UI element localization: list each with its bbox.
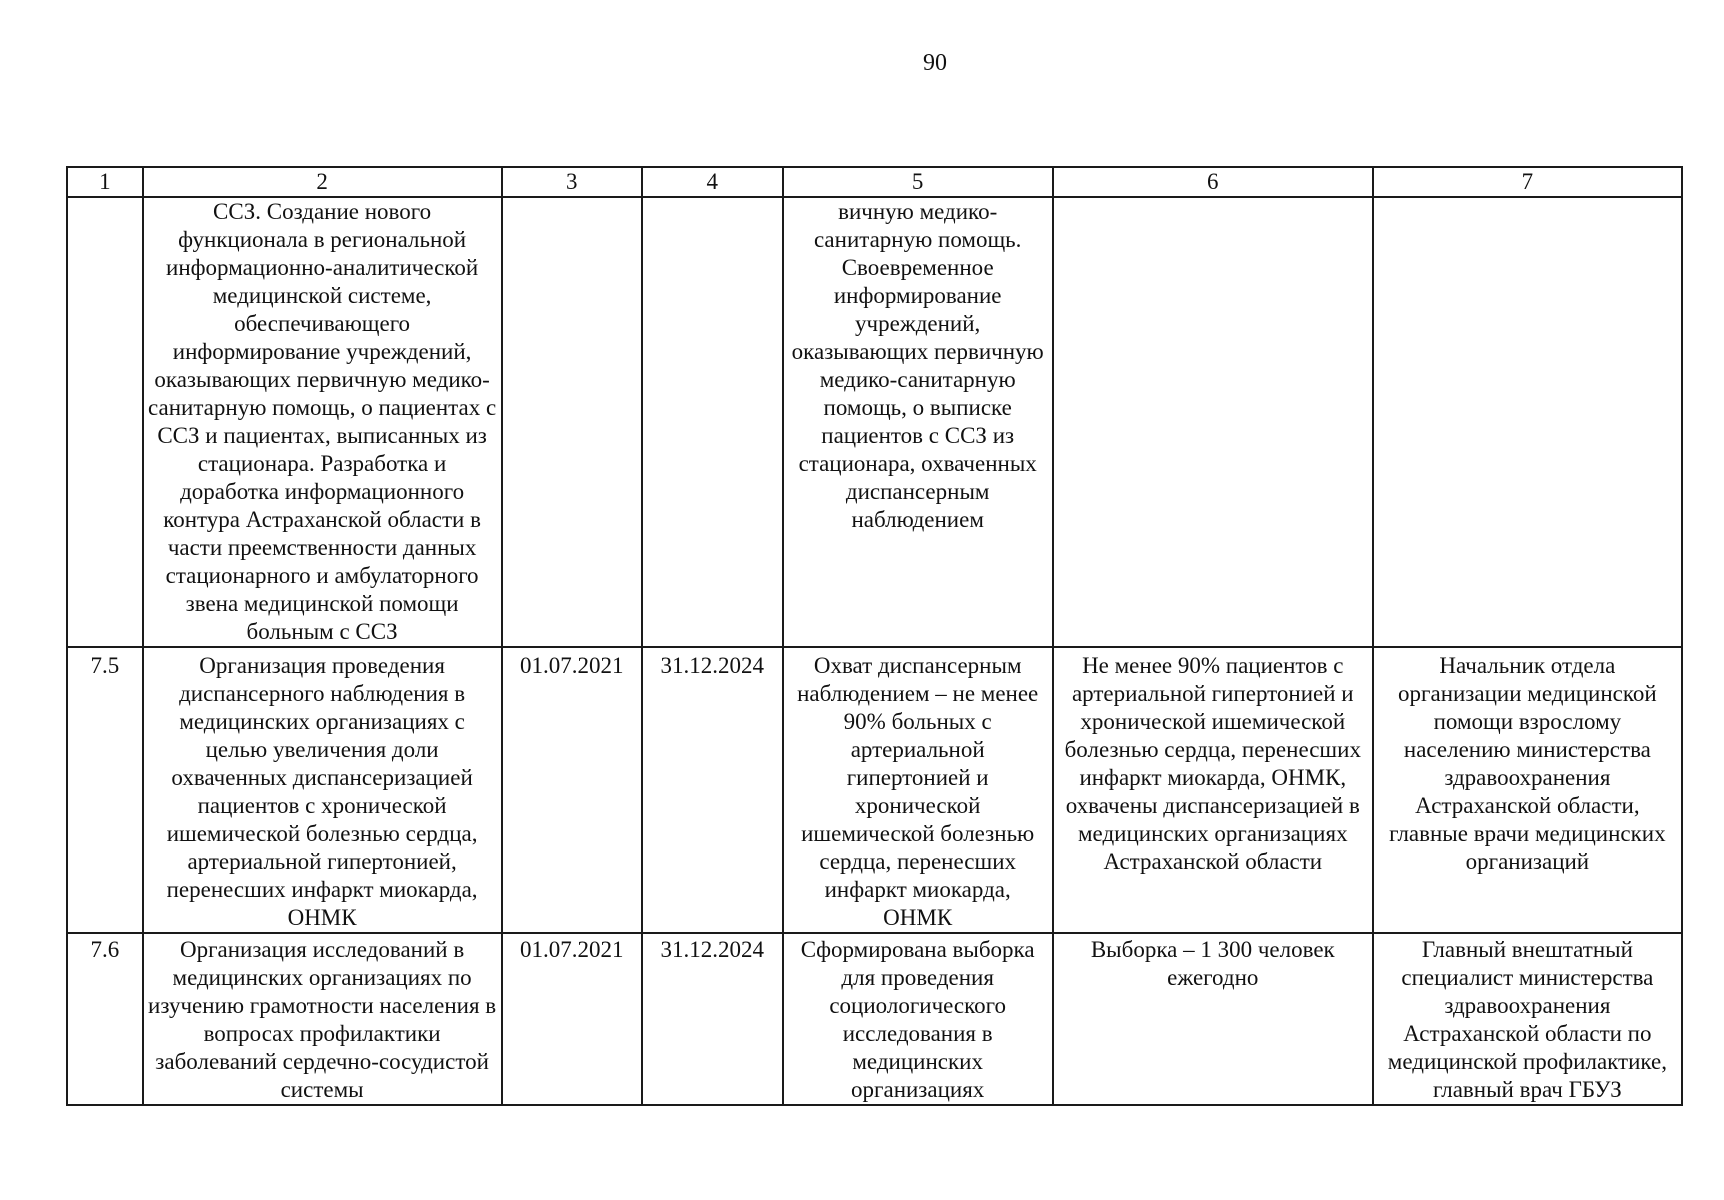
column-header: 2 [143, 167, 502, 197]
column-header: 6 [1053, 167, 1373, 197]
row-number: 7.6 [67, 933, 143, 1105]
table-row [67, 933, 1682, 1105]
result-cell: вичную медико-санитарную помощь. Своевременное информирование учреждений, оказывающих первичную медико-санитарную помощь, о выписке пациентов с ССЗ из стационара, охваченных диспансерным наблюдением [783, 197, 1053, 647]
activity-cell: Организация исследований в медицинских организациях по изучению грамотности населения в вопросах профилактики заболеваний сердечно-сосудистой системы [143, 933, 502, 1105]
result-cell: Сформирована выборка для проведения социологического исследования в медицинских организациях [783, 933, 1053, 1105]
responsible-cell: Главный внештатный специалист министерства здравоохранения Астраханской области по медицинской профилактике, главный врач ГБУЗ [1373, 933, 1682, 1105]
activity-cell: Организация проведения диспансерного наблюдения в медицинских организациях с целью увеличения доли охваченных диспансеризацией пациентов с хронической ишемической болезнью сердца, артериальной гипертонией, перенесших инфаркт миокарда, ОНМК [143, 647, 502, 933]
indicator-cell: Выборка – 1 300 человек ежегодно [1053, 933, 1373, 1105]
column-header: 3 [502, 167, 643, 197]
column-header: 4 [642, 167, 783, 197]
end-date-cell [642, 197, 783, 647]
start-date-cell: 01.07.2021 [502, 647, 643, 933]
table-header-row [67, 167, 1682, 197]
table-row [67, 647, 1682, 933]
indicator-cell [1053, 197, 1373, 647]
row-number [67, 197, 143, 647]
end-date-cell: 31.12.2024 [642, 647, 783, 933]
end-date-cell: 31.12.2024 [642, 933, 783, 1105]
indicator-cell: Не менее 90% пациентов с артериальной гипертонией и хронической ишемической болезнью сердца, перенесших инфаркт миокарда, ОНМК, охвачены диспансеризацией в медицинских организациях Астраханской области [1053, 647, 1373, 933]
page-number: 90 [923, 50, 947, 76]
column-header: 7 [1373, 167, 1682, 197]
activity-cell: ССЗ. Создание нового функционала в региональной информационно-аналитической медицинской системе, обеспечивающего информирование учреждений, оказывающих первичную медико-санитарную помощь, о пациентах с ССЗ и пациентах, выписанных из стационара. Разработка и доработка информационного контура Астраханской области в части преемственности данных стационарного и амбулаторного звена медицинской помощи больным с ССЗ [143, 197, 502, 647]
row-number: 7.5 [67, 647, 143, 933]
plan-table [66, 166, 1683, 1106]
responsible-cell: Начальник отдела организации медицинской помощи взрослому населению министерства здравоохранения Астраханской области, главные врачи медицинских организаций [1373, 647, 1682, 933]
start-date-cell: 01.07.2021 [502, 933, 643, 1105]
column-header: 5 [783, 167, 1053, 197]
column-header: 1 [67, 167, 143, 197]
table-row [67, 197, 1682, 647]
result-cell: Охват диспансерным наблюдением – не менее 90% больных с артериальной гипертонией и хронической ишемической болезнью сердца, перенесших инфаркт миокарда, ОНМК [783, 647, 1053, 933]
start-date-cell [502, 197, 643, 647]
responsible-cell [1373, 197, 1682, 647]
